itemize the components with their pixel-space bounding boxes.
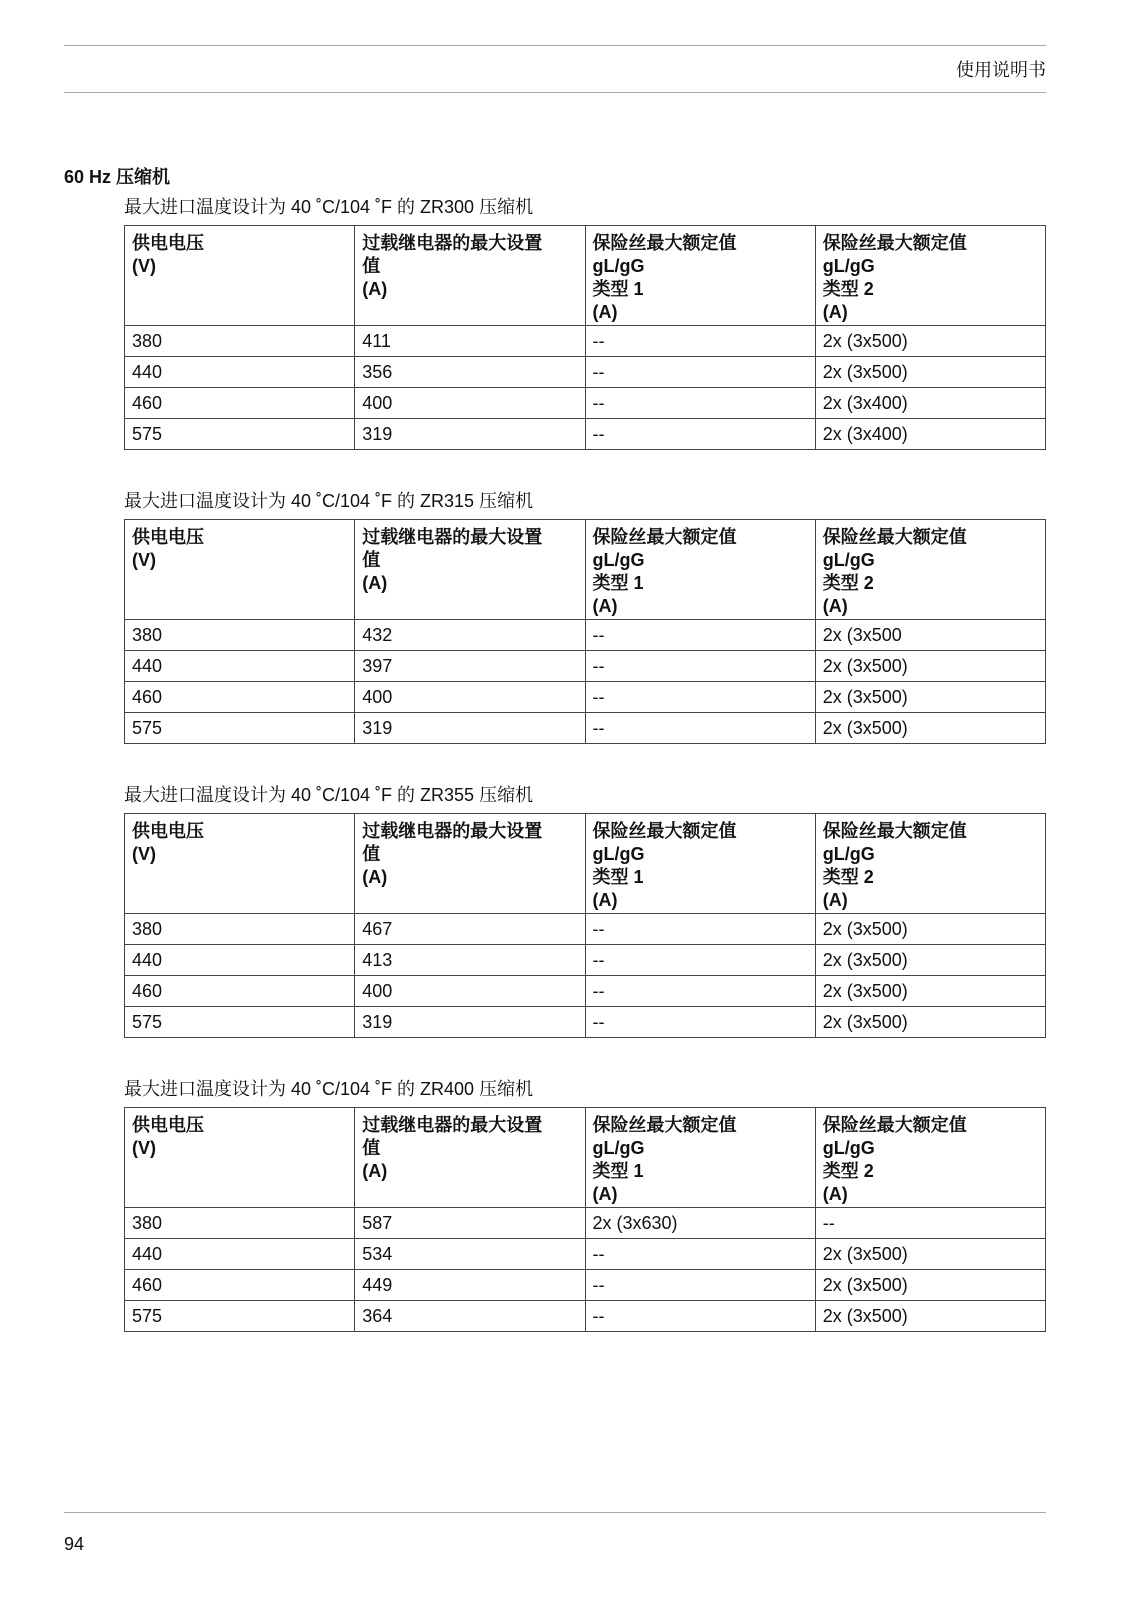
column-header-line: (V) [132, 844, 156, 864]
table-cell: 2x (3x500 [815, 620, 1045, 651]
table-block-zr315 [124, 489, 1046, 744]
column-header-line: 类型 1 [592, 1161, 644, 1181]
table-cell: -- [585, 914, 815, 945]
table-cell: 380 [125, 620, 355, 651]
running-header-title: 使用说明书 [956, 60, 1046, 80]
table-cell: 319 [355, 713, 585, 744]
column-header-line: (A) [592, 596, 618, 616]
table-cell: 319 [355, 1007, 585, 1038]
table-cell: 440 [125, 651, 355, 682]
table-caption: 最大进口温度设计为 40 ˚C/104 ˚F 的 ZR400 压缩机 [124, 1079, 534, 1099]
table-cell: 534 [355, 1239, 585, 1270]
table-cell: 575 [125, 419, 355, 450]
column-header [355, 520, 585, 620]
spec-table [124, 1107, 1046, 1332]
table-cell: -- [585, 1007, 815, 1038]
column-header-line: 类型 2 [822, 279, 874, 299]
column-header [585, 814, 815, 914]
table-cell: 2x (3x400) [815, 388, 1045, 419]
table-cell: -- [585, 682, 815, 713]
table-cell: 380 [125, 914, 355, 945]
table-cell: -- [815, 1208, 1045, 1239]
table-row [125, 1208, 1046, 1239]
column-header [815, 226, 1045, 326]
column-header [815, 1108, 1045, 1208]
table-cell: 397 [355, 651, 585, 682]
column-header-line: (A) [362, 1161, 388, 1181]
table-cell: -- [585, 357, 815, 388]
table-row [125, 713, 1046, 744]
table-row [125, 388, 1046, 419]
table-cell: 2x (3x500) [815, 1007, 1045, 1038]
column-header-line: 值 [362, 550, 381, 570]
table-cell: 400 [355, 682, 585, 713]
column-header-line: (V) [132, 550, 156, 570]
column-header-line: 类型 1 [592, 573, 644, 593]
table-cell: 2x (3x500) [815, 1239, 1045, 1270]
table-header-row [125, 520, 1046, 620]
table-row [125, 326, 1046, 357]
table-cell: 364 [355, 1301, 585, 1332]
table-cell: -- [585, 388, 815, 419]
table-cell: -- [585, 976, 815, 1007]
column-header-line: 保险丝最大额定值 [822, 821, 967, 841]
column-header [815, 814, 1045, 914]
table-cell: -- [585, 620, 815, 651]
column-header-line: (A) [822, 890, 848, 910]
column-header-line: (A) [822, 1184, 848, 1204]
table-cell: -- [585, 713, 815, 744]
column-header-line: 类型 2 [822, 1161, 874, 1181]
column-header-line: (A) [822, 596, 848, 616]
table-cell: 460 [125, 1270, 355, 1301]
column-header-line: 供电电压 [132, 527, 204, 547]
table-block-zr400 [124, 1077, 1046, 1332]
table-cell: 460 [125, 976, 355, 1007]
table-row [125, 419, 1046, 450]
column-header-line: 过载继电器的最大设置 [362, 821, 543, 841]
column-header-line: gL/gG [592, 256, 645, 276]
column-header-line: gL/gG [822, 550, 875, 570]
table-cell: 467 [355, 914, 585, 945]
column-header-line: 保险丝最大额定值 [822, 233, 967, 253]
column-header-line: 供电电压 [132, 233, 204, 253]
column-header-line: 类型 1 [592, 279, 644, 299]
column-header-line: (V) [132, 256, 156, 276]
column-header [125, 520, 355, 620]
table-cell: 2x (3x500) [815, 357, 1045, 388]
header-bottom-rule [64, 92, 1046, 93]
column-header-line: 过载继电器的最大设置 [362, 233, 543, 253]
table-cell: 400 [355, 976, 585, 1007]
column-header-line: 保险丝最大额定值 [592, 821, 737, 841]
table-cell: 2x (3x500) [815, 914, 1045, 945]
column-header [125, 226, 355, 326]
table-header-row [125, 814, 1046, 914]
column-header-line: 保险丝最大额定值 [822, 527, 967, 547]
table-row [125, 682, 1046, 713]
column-header [585, 520, 815, 620]
table-cell: -- [585, 1301, 815, 1332]
table-caption: 最大进口温度设计为 40 ˚C/104 ˚F 的 ZR315 压缩机 [124, 491, 534, 511]
column-header-line: 保险丝最大额定值 [592, 233, 737, 253]
column-header-line: gL/gG [822, 1138, 875, 1158]
column-header-line: gL/gG [592, 550, 645, 570]
column-header-line: 供电电压 [132, 1115, 204, 1135]
column-header-line: gL/gG [592, 1138, 645, 1158]
table-row [125, 357, 1046, 388]
column-header-line: 保险丝最大额定值 [822, 1115, 967, 1135]
column-header-line: 保险丝最大额定值 [592, 527, 737, 547]
column-header-line: (A) [592, 890, 618, 910]
table-cell: 432 [355, 620, 585, 651]
table-cell: 2x (3x630) [585, 1208, 815, 1239]
table-cell: 575 [125, 713, 355, 744]
table-header-row [125, 1108, 1046, 1208]
table-cell: 2x (3x500) [815, 976, 1045, 1007]
table-cell: 575 [125, 1301, 355, 1332]
column-header-line: 值 [362, 1138, 381, 1158]
table-row [125, 945, 1046, 976]
column-header [815, 520, 1045, 620]
table-cell: 2x (3x500) [815, 713, 1045, 744]
table-cell: 413 [355, 945, 585, 976]
table-cell: 319 [355, 419, 585, 450]
table-cell: 380 [125, 326, 355, 357]
spec-table [124, 813, 1046, 1038]
column-header-line: 类型 2 [822, 573, 874, 593]
table-header-row [125, 226, 1046, 326]
column-header-line: 过载继电器的最大设置 [362, 527, 543, 547]
table-block-zr300 [124, 195, 1046, 450]
table-cell: 2x (3x500) [815, 651, 1045, 682]
table-cell: 460 [125, 682, 355, 713]
column-header-line: 值 [362, 256, 381, 276]
table-cell: -- [585, 1239, 815, 1270]
column-header-line: (V) [132, 1138, 156, 1158]
table-cell: 460 [125, 388, 355, 419]
column-header-line: 值 [362, 844, 381, 864]
table-cell: 2x (3x400) [815, 419, 1045, 450]
footer-rule [64, 1512, 1046, 1513]
table-cell: 356 [355, 357, 585, 388]
table-row [125, 1007, 1046, 1038]
spec-table [124, 225, 1046, 450]
table-cell: 2x (3x500) [815, 326, 1045, 357]
column-header-line: gL/gG [592, 844, 645, 864]
column-header-line: gL/gG [822, 844, 875, 864]
column-header-line: 过载继电器的最大设置 [362, 1115, 543, 1135]
column-header [585, 1108, 815, 1208]
table-block-zr355 [124, 783, 1046, 1038]
column-header [585, 226, 815, 326]
table-row [125, 620, 1046, 651]
column-header [125, 1108, 355, 1208]
table-cell: 2x (3x500) [815, 1270, 1045, 1301]
table-cell: 449 [355, 1270, 585, 1301]
table-caption: 最大进口温度设计为 40 ˚C/104 ˚F 的 ZR355 压缩机 [124, 785, 534, 805]
table-cell: 587 [355, 1208, 585, 1239]
column-header [355, 814, 585, 914]
column-header-line: (A) [362, 573, 388, 593]
column-header [125, 814, 355, 914]
column-header [355, 226, 585, 326]
table-cell: 440 [125, 1239, 355, 1270]
column-header-line: 类型 2 [822, 867, 874, 887]
table-cell: 400 [355, 388, 585, 419]
table-cell: 2x (3x500) [815, 1301, 1045, 1332]
table-cell: 2x (3x500) [815, 682, 1045, 713]
column-header-line: (A) [362, 867, 388, 887]
table-cell: 575 [125, 1007, 355, 1038]
table-row [125, 1270, 1046, 1301]
table-cell: 411 [355, 326, 585, 357]
table-row [125, 1301, 1046, 1332]
column-header-line: 供电电压 [132, 821, 204, 841]
table-cell: -- [585, 945, 815, 976]
table-row [125, 1239, 1046, 1270]
column-header-line: 类型 1 [592, 867, 644, 887]
column-header-line: (A) [362, 279, 388, 299]
header-top-rule [64, 45, 1046, 46]
table-cell: -- [585, 1270, 815, 1301]
table-cell: -- [585, 326, 815, 357]
column-header-line: (A) [822, 302, 848, 322]
table-cell: 440 [125, 357, 355, 388]
column-header-line: (A) [592, 302, 618, 322]
column-header-line: (A) [592, 1184, 618, 1204]
table-caption: 最大进口温度设计为 40 ˚C/104 ˚F 的 ZR300 压缩机 [124, 197, 534, 217]
table-cell: -- [585, 651, 815, 682]
page-number: 94 [64, 1534, 85, 1554]
column-header [355, 1108, 585, 1208]
spec-table [124, 519, 1046, 744]
table-cell: 380 [125, 1208, 355, 1239]
table-cell: 2x (3x500) [815, 945, 1045, 976]
table-row [125, 651, 1046, 682]
table-cell: -- [585, 419, 815, 450]
table-row [125, 976, 1046, 1007]
section-title: 60 Hz 压缩机 [64, 167, 171, 187]
column-header-line: 保险丝最大额定值 [592, 1115, 737, 1135]
table-row [125, 914, 1046, 945]
column-header-line: gL/gG [822, 256, 875, 276]
table-cell: 440 [125, 945, 355, 976]
